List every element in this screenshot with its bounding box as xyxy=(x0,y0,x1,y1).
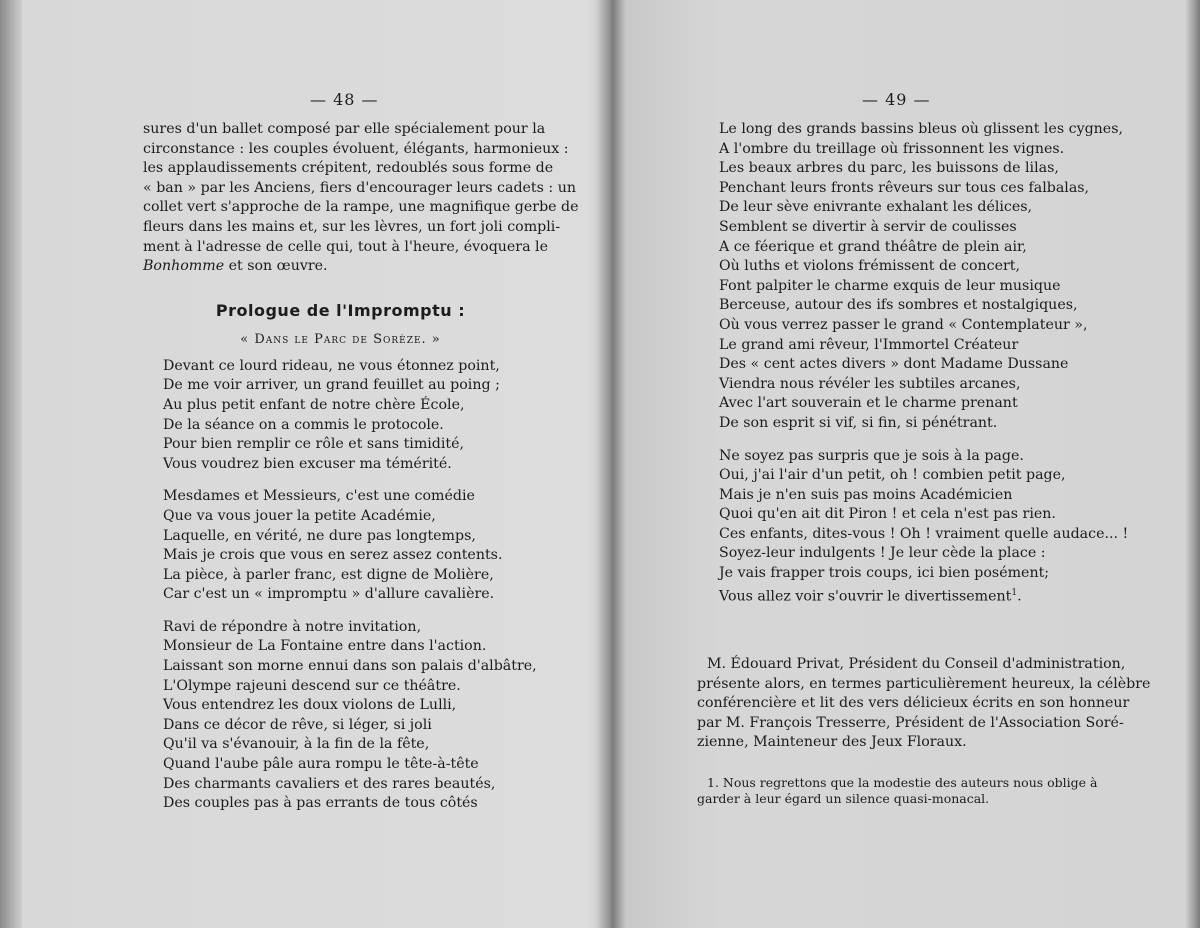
book-edge-left xyxy=(0,0,22,928)
poem-stanza xyxy=(163,618,538,814)
verse-line: La pièce, à parler franc, est digne de Molière, xyxy=(163,566,494,583)
poem-stanza xyxy=(163,487,538,605)
section-subheading: « Dans le Parc de Sorèze. » xyxy=(240,331,441,347)
verse-line: Qu'il va s'évanouir, à la fin de la fête, xyxy=(163,736,430,753)
verse-line: Semblent se divertir à servir de coulisses xyxy=(719,218,1017,235)
text-line: les applaudissements crépitent, redoublés sous forme de xyxy=(143,160,554,177)
text-line: par M. François Tresserre, Président de l'Association Soré- xyxy=(697,714,1124,731)
verse-line: Font palpiter le charme exquis de leur musique xyxy=(719,277,1061,294)
verse-line: Pour bien remplir ce rôle et sans timidité, xyxy=(163,436,465,453)
book-gutter xyxy=(596,0,626,928)
text-line: circonstance : les couples évoluent, élégants, harmonieux : xyxy=(143,140,569,157)
poem-stanza xyxy=(719,447,1129,607)
verse-line: Laquelle, en vérité, ne dure pas longtemps, xyxy=(163,527,476,544)
verse-line: De la séance on a commis le protocole. xyxy=(163,416,444,433)
verse-line: Car c'est un « impromptu » d'allure cavalière. xyxy=(163,586,495,603)
verse-line: Où luths et violons frémissent de concert, xyxy=(719,258,1020,275)
verse-line: Des couples pas à pas errants de tous côtés xyxy=(163,795,478,812)
verse-line: Devant ce lourd rideau, ne vous étonnez point, xyxy=(163,357,500,374)
verse-line: Que va vous jouer la petite Académie, xyxy=(163,507,436,524)
page-number-left: — 48 — xyxy=(310,90,379,109)
verse-line: Quoi qu'en ait dit Piron ! et cela n'est pas rien. xyxy=(719,506,1056,523)
verse-line: Monsieur de La Fontaine entre dans l'action. xyxy=(163,638,487,655)
verse-line: De me voir arriver, un grand feuillet au poing ; xyxy=(163,377,500,394)
page-number-right: — 49 — xyxy=(862,90,931,109)
verse-line: Penchant leurs fronts rêveurs sur tous ces falbalas, xyxy=(719,179,1090,196)
intro-paragraph xyxy=(143,120,579,277)
right-page xyxy=(697,120,1151,807)
verse-line: A l'ombre du treillage où frissonnent les vignes. xyxy=(719,140,1065,157)
verse-line: Vous voudrez bien excuser ma témérité. xyxy=(163,455,452,472)
verse-line: Ne soyez pas surpris que je sois à la page. xyxy=(719,447,1024,464)
section-heading: Prologue de l'Impromptu : xyxy=(215,300,466,320)
verse-line: Mais je crois que vous en serez assez contents. xyxy=(163,547,503,564)
footnote-line: garder à leur égard un silence quasi-monacal. xyxy=(697,790,990,806)
closing-paragraph xyxy=(697,655,1151,753)
poem-stanza xyxy=(719,120,1123,434)
italic-title: Bonhomme xyxy=(143,258,225,275)
verse-line: Le long des grands bassins bleus où glissent les cygnes, xyxy=(719,121,1123,137)
text-line xyxy=(143,257,538,277)
verse-line: Berceuse, autour des ifs sombres et nostalgiques, xyxy=(719,297,1078,314)
text-line: collet vert s'approche de la rampe, une magnifique gerbe de xyxy=(143,199,579,216)
text-line: sures d'un ballet composé par elle spécialement pour la xyxy=(143,121,546,137)
verse-line: Vous entendrez les doux violons de Lulli, xyxy=(163,697,457,714)
text-line: M. Édouard Privat, Président du Conseil d'administration, xyxy=(707,655,1126,672)
text-line: présente alors, en termes particulièrement heureux, la célèbre xyxy=(697,675,1151,692)
footnote-line: 1. Nous regrettons que la modestie des auteurs nous oblige à xyxy=(707,774,1098,790)
text-fragment: et son œuvre. xyxy=(224,258,328,275)
verse-line: Des « cent actes divers » dont Madame Dussane xyxy=(719,356,1069,373)
text-line: « ban » par les Anciens, fiers d'encourager leurs cadets : un xyxy=(143,179,576,196)
text-line: ment à l'adresse de celle qui, tout à l'heure, évoquera le xyxy=(143,238,548,255)
verse-line: Au plus petit enfant de notre chère École, xyxy=(163,396,465,413)
verse-line: Ravi de répondre à notre invitation, xyxy=(163,618,422,635)
verse-line: Ces enfants, dites-vous ! Oh ! vraiment quelle audace... ! xyxy=(719,525,1129,542)
verse-line: De son esprit si vif, si fin, si pénétrant. xyxy=(719,414,998,431)
text-line: conférencière et lit des vers délicieux écrits en son honneur xyxy=(697,695,1130,712)
verse-line: Je vais frapper trois coups, ici bien posément; xyxy=(719,565,1050,582)
footnote-mark: 1 xyxy=(1011,587,1018,598)
verse-line: Viendra nous révéler les subtiles arcanes, xyxy=(719,375,1021,392)
footnote xyxy=(697,774,1098,807)
verse-line: Oui, j'ai l'air d'un petit, oh ! combien petit page, xyxy=(719,467,1066,484)
text-line: zienne, Mainteneur des Jeux Floraux. xyxy=(697,734,967,751)
verse-line: Mais je n'en suis pas moins Académicien xyxy=(719,486,1013,503)
verse-line: L'Olympe rajeuni descend sur ce théâtre. xyxy=(163,677,461,694)
verse-line: Des charmants cavaliers et des rares beautés, xyxy=(163,775,496,792)
verse-line: Quand l'aube pâle aura rompu le tête-à-tête xyxy=(163,756,479,773)
verse-line: De leur sève enivrante exhalant les délices, xyxy=(719,199,1033,216)
verse-line: Dans ce décor de rêve, si léger, si joli xyxy=(163,716,432,733)
verse-line: Vous allez voir s'ouvrir le divertissement$^1$. xyxy=(719,587,1022,605)
verse-line: Soyez-leur indulgents ! Je leur cède la place : xyxy=(719,545,1046,562)
left-page xyxy=(143,120,579,827)
text-fragment: Vous allez voir s'ouvrir le divertissement xyxy=(719,588,1012,605)
book-edge-right xyxy=(1186,0,1200,928)
poem-stanza xyxy=(163,357,538,475)
verse-line: Les beaux arbres du parc, les buissons de lilas, xyxy=(719,160,1059,177)
verse-line: Avec l'art souverain et le charme prenant xyxy=(719,395,1018,412)
verse-line: Le grand ami rêveur, l'Immortel Créateur xyxy=(719,336,1019,353)
verse-line: A ce féerique et grand théâtre de plein air, xyxy=(719,238,1027,255)
verse-line: Mesdames et Messieurs, c'est une comédie xyxy=(163,488,475,505)
text-line: fleurs dans les mains et, sur les lèvres, un fort joli compli- xyxy=(143,218,561,235)
verse-line: Laissant son morne ennui dans son palais d'albâtre, xyxy=(163,658,537,675)
verse-line: Où vous verrez passer le grand « Contemplateur », xyxy=(719,316,1088,333)
